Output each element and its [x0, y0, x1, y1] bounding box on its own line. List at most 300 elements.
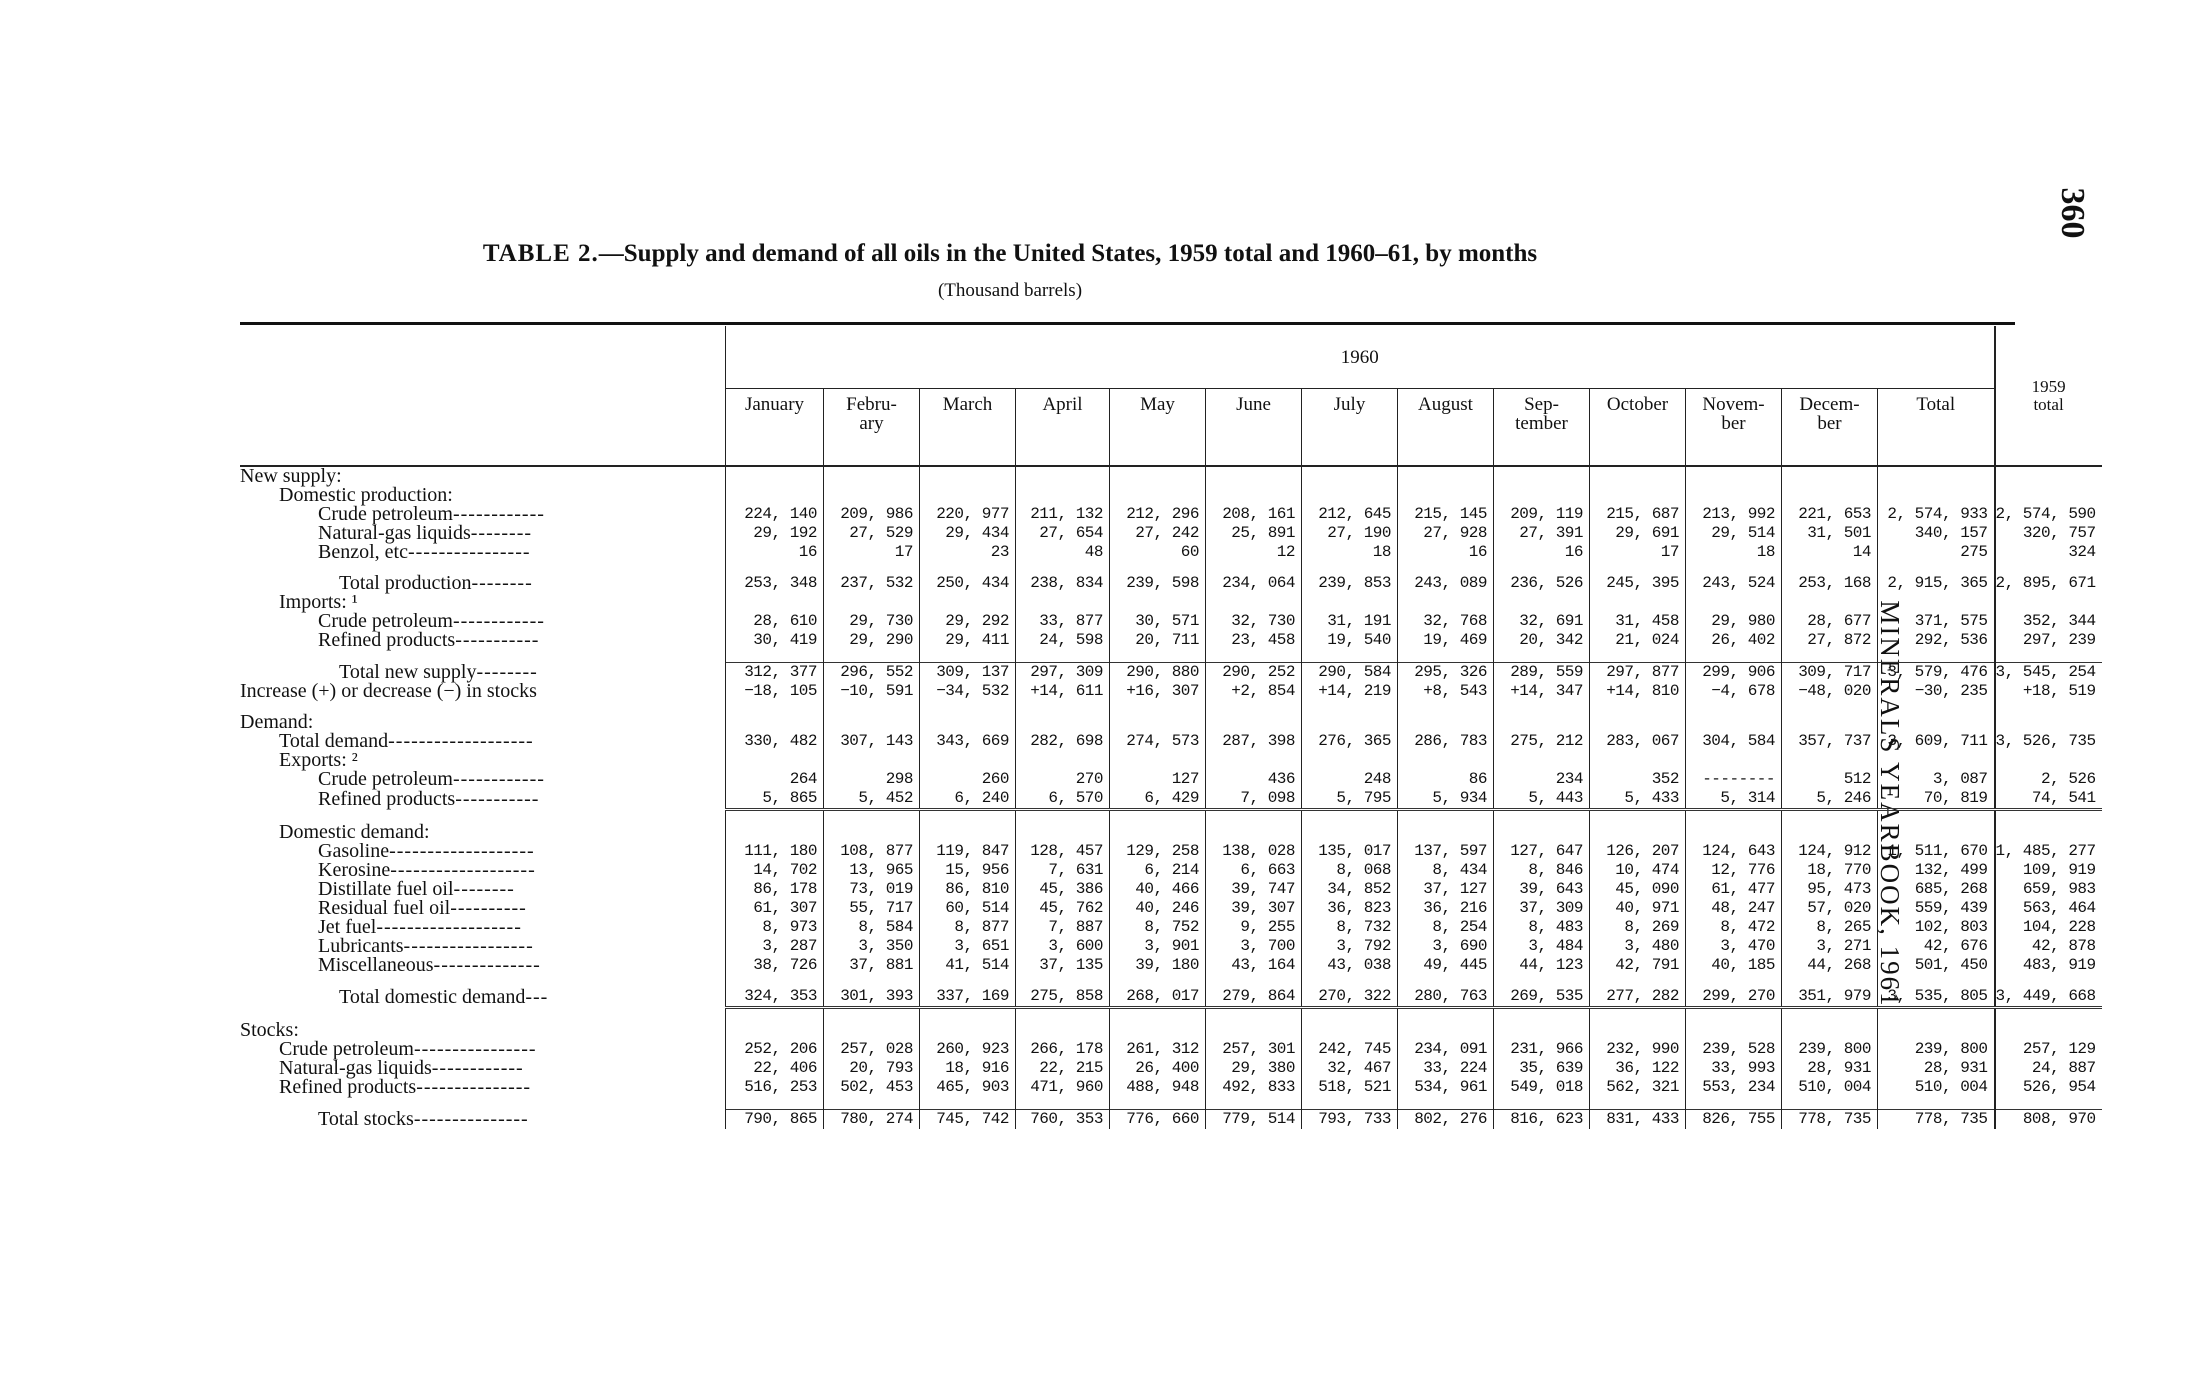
value-month: 127, 647: [1494, 842, 1590, 861]
value-month: 23: [920, 543, 1016, 562]
value-month: 27, 928: [1398, 524, 1494, 543]
value-month: 312, 377: [726, 663, 824, 683]
value-month: 282, 698: [1016, 732, 1110, 751]
value-month: 128, 457: [1016, 842, 1110, 861]
value-month: 22, 215: [1016, 1059, 1110, 1078]
spacer-cell: [1782, 1008, 1878, 1022]
spacer-cell: [1302, 1008, 1398, 1022]
value-month: 234, 064: [1206, 574, 1302, 593]
value-month: 135, 017: [1302, 842, 1398, 861]
table-body: [240, 466, 2102, 1129]
value-month: 3, 484: [1494, 937, 1590, 956]
value-month: 28, 610: [726, 612, 824, 631]
value-1959-total: 74, 541: [1995, 789, 2102, 810]
spacer-cell: [1110, 650, 1206, 663]
empty-cell: [1494, 1021, 1590, 1040]
value-month: 40, 185: [1686, 956, 1782, 975]
value-month: 3, 600: [1016, 937, 1110, 956]
empty-cell: [726, 486, 824, 505]
value-month: 95, 473: [1782, 880, 1878, 899]
value-month: 5, 314: [1686, 789, 1782, 810]
value-month: 3, 350: [824, 937, 920, 956]
value-month: 24, 598: [1016, 631, 1110, 650]
spacer-cell: [1995, 975, 2102, 987]
empty-cell: [1590, 466, 1686, 486]
value-month: 212, 645: [1302, 505, 1398, 524]
empty-cell: [1302, 751, 1398, 770]
value-month: 3, 792: [1302, 937, 1398, 956]
value-month: 301, 393: [824, 987, 920, 1008]
value-month: 488, 948: [1110, 1078, 1206, 1097]
empty-cell: [1398, 466, 1494, 486]
empty-cell: [1302, 593, 1398, 612]
value-month: 760, 353: [1016, 1110, 1110, 1130]
empty-cell: [1398, 823, 1494, 842]
spacer-cell: [1686, 1097, 1782, 1110]
value-1960-total: 132, 499: [1878, 861, 1995, 880]
value-month: 29, 691: [1590, 524, 1686, 543]
value-month: 309, 137: [920, 663, 1016, 683]
value-month: 275, 858: [1016, 987, 1110, 1008]
empty-cell: [1016, 823, 1110, 842]
empty-cell: [1782, 593, 1878, 612]
spacer-cell: [1878, 562, 1995, 574]
empty-cell: [824, 486, 920, 505]
leader-dots: ------------: [431, 1057, 524, 1079]
value-month: 286, 783: [1398, 732, 1494, 751]
spacer-cell: [1878, 1097, 1995, 1110]
row-label: Lubricants-----------------: [318, 935, 534, 957]
value-month: 18: [1686, 543, 1782, 562]
value-month: 5, 452: [824, 789, 920, 810]
empty-cell: [1590, 713, 1686, 732]
spacer-cell: [1590, 1097, 1686, 1110]
value-month: 26, 402: [1686, 631, 1782, 650]
value-month: 351, 979: [1782, 987, 1878, 1008]
value-month: 29, 192: [726, 524, 824, 543]
empty-cell: [1878, 486, 1995, 505]
spacer-cell: [1110, 1097, 1206, 1110]
value-month: 779, 514: [1206, 1110, 1302, 1130]
value-1960-total: 371, 575: [1878, 612, 1995, 631]
value-1960-total: 510, 004: [1878, 1078, 1995, 1097]
value-month: 126, 207: [1590, 842, 1686, 861]
spacer-cell: [1590, 810, 1686, 824]
spacer-cell: [1016, 1008, 1110, 1022]
value-month: 307, 143: [824, 732, 920, 751]
value-month: 6, 429: [1110, 789, 1206, 810]
empty-cell: [1782, 751, 1878, 770]
value-month: 269, 535: [1494, 987, 1590, 1008]
value-month: 19, 469: [1398, 631, 1494, 650]
leader-dots: -------------------: [376, 916, 522, 938]
spacer-cell: [1878, 975, 1995, 987]
value-month: 55, 717: [824, 899, 920, 918]
value-month: 12, 776: [1686, 861, 1782, 880]
table-title: [240, 240, 1780, 268]
value-month: 221, 653: [1782, 505, 1878, 524]
empty-cell: [920, 593, 1016, 612]
value-month: 17: [824, 543, 920, 562]
value-month: 9, 255: [1206, 918, 1302, 937]
value-month: 39, 307: [1206, 899, 1302, 918]
data-table-wrap: [240, 326, 2102, 1129]
spacer-cell: [1995, 650, 2102, 663]
value-month: 39, 643: [1494, 880, 1590, 899]
value-month: 8, 877: [920, 918, 1016, 937]
spacer-cell: [1494, 810, 1590, 824]
value-month: 129, 258: [1110, 842, 1206, 861]
empty-cell: [1995, 713, 2102, 732]
spacer-cell: [824, 562, 920, 574]
value-month: 27, 242: [1110, 524, 1206, 543]
value-month: 8, 584: [824, 918, 920, 937]
value-month: 243, 089: [1398, 574, 1494, 593]
spacer-cell: [1686, 975, 1782, 987]
value-month: −48, 020: [1782, 682, 1878, 701]
spacer-cell: [920, 562, 1016, 574]
value-month: 41, 514: [920, 956, 1016, 975]
value-month: 212, 296: [1110, 505, 1206, 524]
value-1960-total: 28, 931: [1878, 1059, 1995, 1078]
month-header: Novem- ber: [1686, 389, 1782, 467]
value-month: 48: [1016, 543, 1110, 562]
empty-cell: [1016, 466, 1110, 486]
leader-dots: -----------------: [403, 935, 534, 957]
spacer-row: [240, 1008, 2102, 1022]
value-month: 270, 322: [1302, 987, 1398, 1008]
spacer-cell: [1206, 1097, 1302, 1110]
value-month: 793, 733: [1302, 1110, 1398, 1130]
value-month: 30, 419: [726, 631, 824, 650]
spacer-cell: [1686, 562, 1782, 574]
empty-cell: [1302, 486, 1398, 505]
value-month: 266, 178: [1016, 1040, 1110, 1059]
row-label: Refined products---------------: [279, 1076, 532, 1098]
empty-cell: [920, 713, 1016, 732]
spacer-cell: [1590, 1008, 1686, 1022]
empty-cell: [1686, 593, 1782, 612]
empty-cell: [1590, 1021, 1686, 1040]
value-month: 352: [1590, 770, 1686, 789]
empty-cell: [1398, 593, 1494, 612]
value-month: 5, 443: [1494, 789, 1590, 810]
empty-cell: [1878, 466, 1995, 486]
empty-cell: [1302, 1021, 1398, 1040]
spacer-cell: [1995, 810, 2102, 824]
row-label: Refined products-----------: [318, 629, 540, 651]
leader-dots: -----------: [455, 629, 540, 651]
value-month: 324, 353: [726, 987, 824, 1008]
leader-dots: -----------: [455, 787, 540, 810]
spacer-cell: [1878, 650, 1995, 663]
leader-dots: ---------------: [416, 1076, 532, 1098]
value-month: 19, 540: [1302, 631, 1398, 650]
value-1959-total: 104, 228: [1995, 918, 2102, 937]
value-month: 330, 482: [726, 732, 824, 751]
empty-cell: [824, 593, 920, 612]
value-month: 27, 654: [1016, 524, 1110, 543]
section-label: Domestic production:: [279, 484, 453, 506]
value-month: 790, 865: [726, 1110, 824, 1130]
value-month: 16: [1398, 543, 1494, 562]
month-header: Sep- tember: [1494, 389, 1590, 467]
month-header: Decem- ber: [1782, 389, 1878, 467]
value-1959-total: 320, 757: [1995, 524, 2102, 543]
table-row-imp-refined: [240, 631, 2102, 650]
row-label: Total production--------: [339, 572, 533, 594]
value-month: 243, 524: [1686, 574, 1782, 593]
value-month: +16, 307: [1110, 682, 1206, 701]
value-month: 43, 164: [1206, 956, 1302, 975]
leader-dots: ------------: [452, 610, 545, 632]
value-month: 518, 521: [1302, 1078, 1398, 1097]
spacer-cell: [920, 1008, 1016, 1022]
value-month: 826, 755: [1686, 1110, 1782, 1130]
empty-cell: [824, 751, 920, 770]
empty-cell: [1398, 1021, 1494, 1040]
table-row-exp-crude: [240, 770, 2102, 789]
month-header: March: [920, 389, 1016, 467]
leader-dots: --------: [470, 522, 533, 544]
value-month: 289, 559: [1494, 663, 1590, 683]
value-month: 296, 552: [824, 663, 920, 683]
value-month: 5, 795: [1302, 789, 1398, 810]
value-month: 492, 833: [1206, 1078, 1302, 1097]
value-month: 8, 732: [1302, 918, 1398, 937]
value-month: −4, 678: [1686, 682, 1782, 701]
value-month: 237, 532: [824, 574, 920, 593]
spacer-cell: [1494, 1008, 1590, 1022]
header-1959-label: 1959 total: [2031, 376, 2066, 414]
spacer-cell: [1398, 650, 1494, 663]
value-month: 45, 090: [1590, 880, 1686, 899]
value-month: 23, 458: [1206, 631, 1302, 650]
value-month: 39, 747: [1206, 880, 1302, 899]
value-month: 234, 091: [1398, 1040, 1494, 1059]
value-month: 232, 990: [1590, 1040, 1686, 1059]
spacer-cell: [824, 975, 920, 987]
value-month: 8, 752: [1110, 918, 1206, 937]
value-month: 6, 240: [920, 789, 1016, 810]
value-month: 553, 234: [1686, 1078, 1782, 1097]
value-month: 802, 276: [1398, 1110, 1494, 1130]
value-month: 29, 514: [1686, 524, 1782, 543]
empty-cell: [1878, 713, 1995, 732]
spacer-cell: [1494, 562, 1590, 574]
value-month: 297, 877: [1590, 663, 1686, 683]
value-month: 18, 916: [920, 1059, 1016, 1078]
value-1960-total: 685, 268: [1878, 880, 1995, 899]
value-month: 6, 214: [1110, 861, 1206, 880]
value-month: 287, 398: [1206, 732, 1302, 751]
value-month: 8, 973: [726, 918, 824, 937]
empty-cell: [1494, 466, 1590, 486]
spacer-cell: [1016, 1097, 1110, 1110]
value-month: 27, 872: [1782, 631, 1878, 650]
table-row-total-production: [240, 574, 2102, 593]
leader-dots: -------------------: [390, 859, 536, 881]
value-month: 86, 810: [920, 880, 1016, 899]
value-month: 534, 961: [1398, 1078, 1494, 1097]
spacer-cell: [1782, 701, 1878, 713]
value-1959-total: 1, 485, 277: [1995, 842, 2102, 861]
spacer-cell: [1995, 562, 2102, 574]
value-month: 44, 123: [1494, 956, 1590, 975]
spacer-cell: [1995, 1097, 2102, 1110]
value-month: 3, 651: [920, 937, 1016, 956]
leader-dots: --------: [453, 878, 515, 900]
value-month: 283, 067: [1590, 732, 1686, 751]
row-label: Refined products-----------: [318, 787, 540, 810]
value-month: 242, 745: [1302, 1040, 1398, 1059]
row-label: Residual fuel oil----------: [318, 897, 527, 919]
spacer-cell: [1782, 562, 1878, 574]
value-month: 16: [1494, 543, 1590, 562]
value-month: 279, 864: [1206, 987, 1302, 1008]
value-month: −10, 591: [824, 682, 920, 701]
value-month: 3, 480: [1590, 937, 1686, 956]
empty-cell: [1782, 823, 1878, 842]
value-month: 6, 570: [1016, 789, 1110, 810]
value-month: 5, 246: [1782, 789, 1878, 810]
row-label: Crude petroleum------------: [318, 768, 545, 790]
value-month: 10, 474: [1590, 861, 1686, 880]
empty-cell: [1302, 713, 1398, 732]
value-1960-total: 3, 535, 805: [1878, 987, 1995, 1008]
value-month: 61, 477: [1686, 880, 1782, 899]
spacer-cell: [726, 701, 824, 713]
value-month: 245, 395: [1590, 574, 1686, 593]
table-row-total-stocks: [240, 1110, 2102, 1130]
value-1960-total: 2, 915, 365: [1878, 574, 1995, 593]
value-month: 295, 326: [1398, 663, 1494, 683]
value-month: 26, 400: [1110, 1059, 1206, 1078]
value-1960-total: 3, 609, 711: [1878, 732, 1995, 751]
value-month: 238, 834: [1016, 574, 1110, 593]
spacer-row: [240, 701, 2102, 713]
value-month: 280, 763: [1398, 987, 1494, 1008]
value-month: 13, 965: [824, 861, 920, 880]
spacer-cell: [1494, 701, 1590, 713]
table-row-misc: [240, 956, 2102, 975]
value-month: 252, 206: [726, 1040, 824, 1059]
empty-cell: [1686, 713, 1782, 732]
value-month: 86: [1398, 770, 1494, 789]
value-month: 471, 960: [1016, 1078, 1110, 1097]
spacer-cell: [824, 810, 920, 824]
value-month: 8, 068: [1302, 861, 1398, 880]
value-month: 32, 467: [1302, 1059, 1398, 1078]
spacer-cell: [1302, 562, 1398, 574]
value-month: 211, 132: [1016, 505, 1110, 524]
value-month: 15, 956: [920, 861, 1016, 880]
section-label: New supply:: [240, 465, 342, 487]
value-1959-total: 3, 526, 735: [1995, 732, 2102, 751]
spacer-cell: [726, 975, 824, 987]
value-month: 8, 254: [1398, 918, 1494, 937]
value-month: 239, 528: [1686, 1040, 1782, 1059]
value-month: 778, 735: [1782, 1110, 1878, 1130]
value-month: 127: [1110, 770, 1206, 789]
top-rule: [240, 322, 2015, 325]
value-month: 45, 386: [1016, 880, 1110, 899]
value-month: 290, 252: [1206, 663, 1302, 683]
empty-cell: [1590, 593, 1686, 612]
empty-cell: [824, 466, 920, 486]
header-stub: [240, 326, 726, 389]
value-month: 502, 453: [824, 1078, 920, 1097]
header-year-1960: 1960: [726, 326, 1995, 389]
row-label: Crude petroleum----------------: [279, 1038, 537, 1060]
value-month: 35, 639: [1494, 1059, 1590, 1078]
spacer-cell: [1398, 1008, 1494, 1022]
spacer-cell: [1110, 1008, 1206, 1022]
value-1959-total: 24, 887: [1995, 1059, 2102, 1078]
value-1960-total: 1, 511, 670: [1878, 842, 1995, 861]
spacer-cell: [726, 650, 824, 663]
value-month: 275, 212: [1494, 732, 1590, 751]
value-1959-total: 483, 919: [1995, 956, 2102, 975]
value-month: 12: [1206, 543, 1302, 562]
empty-cell: [1016, 486, 1110, 505]
row-label: Total stocks---------------: [318, 1107, 529, 1130]
month-header: June: [1206, 389, 1302, 467]
empty-cell: [1398, 486, 1494, 505]
empty-cell: [1206, 823, 1302, 842]
value-month: 260, 923: [920, 1040, 1016, 1059]
value-1959-total: 2, 895, 671: [1995, 574, 2102, 593]
leader-dots: ----------: [450, 897, 527, 919]
value-month: 36, 122: [1590, 1059, 1686, 1078]
empty-cell: [1110, 823, 1206, 842]
value-month: 239, 853: [1302, 574, 1398, 593]
value-month: 436: [1206, 770, 1302, 789]
empty-cell: [1590, 823, 1686, 842]
empty-cell: [1494, 486, 1590, 505]
spacer-cell: [1206, 701, 1302, 713]
value-month: 137, 597: [1398, 842, 1494, 861]
month-header: Febru- ary: [824, 389, 920, 467]
leader-dots: -------------------: [389, 840, 535, 862]
value-1959-total: 563, 464: [1995, 899, 2102, 918]
table-row-st-refined: [240, 1078, 2102, 1097]
row-label: Total demand-------------------: [279, 730, 534, 752]
value-month: 29, 411: [920, 631, 1016, 650]
data-table: [240, 326, 2102, 1129]
month-header: Total: [1878, 389, 1995, 467]
empty-cell: [1302, 466, 1398, 486]
value-month: 5, 433: [1590, 789, 1686, 810]
value-month: 8, 434: [1398, 861, 1494, 880]
empty-cell: [1206, 751, 1302, 770]
value-month: 17: [1590, 543, 1686, 562]
header-1959-total: [1995, 326, 2102, 466]
empty-cell: [1206, 713, 1302, 732]
row-label: Natural-gas liquids--------: [318, 522, 533, 544]
value-month: 40, 246: [1110, 899, 1206, 918]
value-month: 8, 483: [1494, 918, 1590, 937]
value-month: 8, 846: [1494, 861, 1590, 880]
value-month: 290, 880: [1110, 663, 1206, 683]
spacer-cell: [1494, 975, 1590, 987]
value-month: 33, 224: [1398, 1059, 1494, 1078]
value-month: 32, 730: [1206, 612, 1302, 631]
empty-cell: [1686, 1021, 1782, 1040]
value-month: 234: [1494, 770, 1590, 789]
month-header: October: [1590, 389, 1686, 467]
value-month: 209, 986: [824, 505, 920, 524]
